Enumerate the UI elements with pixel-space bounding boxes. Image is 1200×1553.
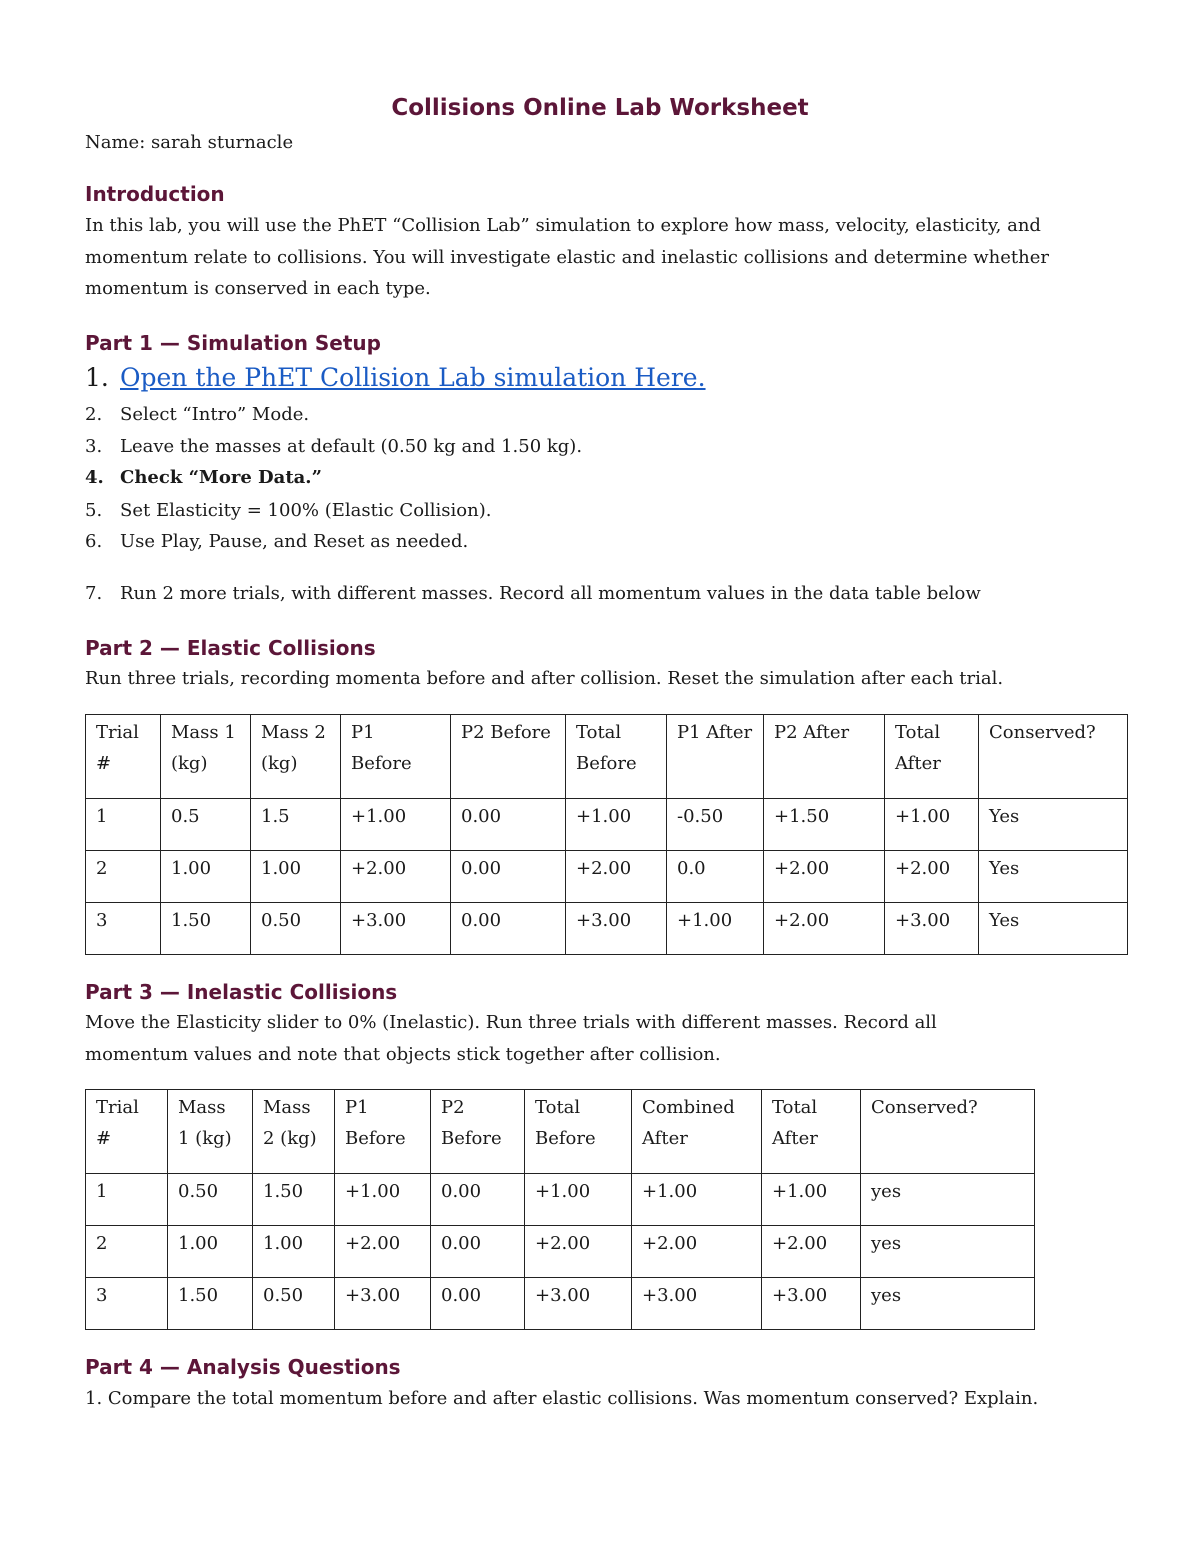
step-text: Set Elasticity = 100% (Elastic Collision). — [120, 500, 492, 521]
column-header: Trial # — [86, 715, 161, 799]
table-cell: +3.00 — [762, 1278, 861, 1330]
part3-text: Move the Elasticity slider to 0% (Inelastic). Run three trials with different masses. Record all momentum values and note that objects stick together after collision. — [85, 1012, 937, 1065]
table-cell: 1 — [86, 1174, 168, 1226]
table-cell: +1.00 — [566, 799, 667, 851]
table-cell: 0.5 — [161, 799, 251, 851]
table-cell: 1.00 — [251, 851, 341, 903]
step-number: 7. — [85, 583, 103, 604]
table-header-row — [86, 715, 1128, 799]
column-header: Conserved? — [979, 715, 1128, 799]
table-cell: yes — [861, 1278, 1035, 1330]
step-number: 6. — [85, 531, 103, 552]
table-cell: +2.00 — [335, 1226, 431, 1278]
table-cell: +2.00 — [566, 851, 667, 903]
column-header: P2 Before — [451, 715, 566, 799]
table-row — [86, 1226, 1035, 1278]
table-cell: 3 — [86, 1278, 168, 1330]
step-item — [85, 462, 322, 493]
table-cell: 0.50 — [251, 903, 341, 955]
introduction-heading: Introduction — [85, 182, 225, 206]
column-header: Total After — [885, 715, 979, 799]
table-cell: 1.50 — [161, 903, 251, 955]
table-cell: 1 — [86, 799, 161, 851]
elastic-collisions-table — [85, 714, 1128, 955]
table-cell: 0.50 — [168, 1174, 253, 1226]
table-cell: +2.00 — [762, 1226, 861, 1278]
table-cell: 0.00 — [451, 851, 566, 903]
table-cell: Yes — [979, 851, 1128, 903]
step-number: 2. — [85, 404, 103, 425]
table-cell: 1.50 — [253, 1174, 335, 1226]
table-cell: 0.00 — [451, 799, 566, 851]
table-cell: 0.0 — [667, 851, 764, 903]
table-row — [86, 903, 1128, 955]
table-row — [86, 799, 1128, 851]
step-item — [85, 399, 309, 430]
step-item — [85, 526, 468, 557]
table-cell: +1.00 — [667, 903, 764, 955]
column-header: Total Before — [566, 715, 667, 799]
table-cell: 0.50 — [253, 1278, 335, 1330]
table-cell: +2.00 — [525, 1226, 632, 1278]
table-cell: +3.00 — [885, 903, 979, 955]
column-header: P2 Before — [431, 1090, 525, 1174]
step-item — [85, 431, 582, 462]
table-cell: yes — [861, 1174, 1035, 1226]
phet-simulation-link[interactable]: Open the PhET Collision Lab simulation Here. — [120, 363, 706, 392]
step-item — [85, 362, 706, 393]
table-cell: Yes — [979, 799, 1128, 851]
step-item — [85, 578, 981, 609]
table-cell: +1.50 — [764, 799, 885, 851]
table-cell: 2 — [86, 851, 161, 903]
table-cell: 3 — [86, 903, 161, 955]
table-cell: +1.00 — [335, 1174, 431, 1226]
part2-text: Run three trials, recording momenta before and after collision. Reset the simulation after each trial. — [85, 668, 1004, 689]
step-number: 5. — [85, 500, 103, 521]
step-text: Select “Intro” Mode. — [120, 404, 310, 425]
table-cell: +1.00 — [341, 799, 451, 851]
table-cell: -0.50 — [667, 799, 764, 851]
table-cell: +3.00 — [335, 1278, 431, 1330]
table-cell: +2.00 — [764, 851, 885, 903]
table-row — [86, 1174, 1035, 1226]
table-cell: +3.00 — [525, 1278, 632, 1330]
column-header: P2 After — [764, 715, 885, 799]
table-cell: +1.00 — [885, 799, 979, 851]
table-cell: +2.00 — [885, 851, 979, 903]
analysis-question-1: 1. Compare the total momentum before and after elastic collisions. Was momentum conserved? Explain. — [85, 1388, 1039, 1409]
table-cell: +2.00 — [341, 851, 451, 903]
table-row — [86, 1278, 1035, 1330]
step-number: 1. — [85, 363, 109, 392]
column-header: P1 After — [667, 715, 764, 799]
table-cell: yes — [861, 1226, 1035, 1278]
column-header: Total Before — [525, 1090, 632, 1174]
table-cell: 1.00 — [168, 1226, 253, 1278]
student-name: Name: sarah sturnacle — [85, 132, 294, 153]
table-cell: +2.00 — [764, 903, 885, 955]
table-cell: 1.00 — [161, 851, 251, 903]
part3-heading: Part 3 — Inelastic Collisions — [85, 980, 398, 1004]
step-text: Use Play, Pause, and Reset as needed. — [120, 531, 469, 552]
table-cell: +2.00 — [632, 1226, 762, 1278]
step-item — [85, 495, 491, 526]
column-header: Mass 1 (kg) — [168, 1090, 253, 1174]
table-cell: 1.50 — [168, 1278, 253, 1330]
column-header: P1 Before — [341, 715, 451, 799]
part2-heading: Part 2 — Elastic Collisions — [85, 636, 376, 660]
table-cell: 0.00 — [451, 903, 566, 955]
step-number: 3. — [85, 436, 103, 457]
column-header: Total After — [762, 1090, 861, 1174]
table-cell: 0.00 — [431, 1174, 525, 1226]
table-cell: 0.00 — [431, 1278, 525, 1330]
column-header: Mass 2 (kg) — [251, 715, 341, 799]
page-title: Collisions Online Lab Worksheet — [391, 95, 809, 121]
table-cell: +3.00 — [341, 903, 451, 955]
column-header: Trial # — [86, 1090, 168, 1174]
table-cell: 2 — [86, 1226, 168, 1278]
table-cell: 1.00 — [253, 1226, 335, 1278]
part1-heading: Part 1 — Simulation Setup — [85, 331, 381, 355]
table-header-row — [86, 1090, 1035, 1174]
table-cell: +3.00 — [632, 1278, 762, 1330]
step-text: Leave the masses at default (0.50 kg and 1.50 kg). — [120, 436, 583, 457]
table-cell: 0.00 — [431, 1226, 525, 1278]
column-header: Combined After — [632, 1090, 762, 1174]
introduction-text: In this lab, you will use the PhET “Collision Lab” simulation to explore how mass, velocity, elasticity, and momentum relate to collisions. You will investigate elastic and inelastic collisions and determine whether momentum is conserved in each type. — [85, 215, 1049, 299]
table-cell: Yes — [979, 903, 1128, 955]
step-text: Run 2 more trials, with different masses. Record all momentum values in the data table below — [120, 583, 981, 604]
step-text: Check “More Data.” — [120, 467, 322, 488]
part4-heading: Part 4 — Analysis Questions — [85, 1355, 401, 1379]
table-cell: +1.00 — [762, 1174, 861, 1226]
column-header: Mass 2 (kg) — [253, 1090, 335, 1174]
inelastic-collisions-table — [85, 1089, 1035, 1330]
table-cell: +1.00 — [525, 1174, 632, 1226]
step-number: 4. — [85, 467, 104, 488]
table-cell: +3.00 — [566, 903, 667, 955]
column-header: Mass 1 (kg) — [161, 715, 251, 799]
column-header: P1 Before — [335, 1090, 431, 1174]
table-cell: 1.5 — [251, 799, 341, 851]
table-cell: +1.00 — [632, 1174, 762, 1226]
table-row — [86, 851, 1128, 903]
column-header: Conserved? — [861, 1090, 1035, 1174]
